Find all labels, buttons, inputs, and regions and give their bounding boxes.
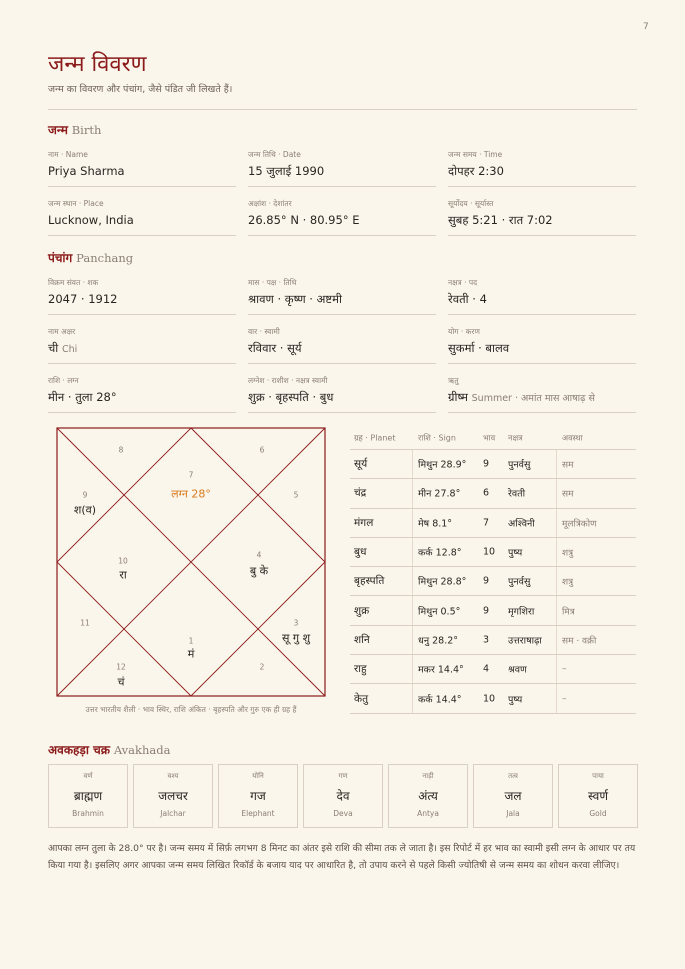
field-label: योग · करण xyxy=(448,327,480,336)
field-label: नाम · Name xyxy=(48,150,88,159)
cell-state: शत्रु xyxy=(562,577,574,588)
cell-state: – xyxy=(562,693,567,704)
cell-nakshatra: अश्विनी xyxy=(508,518,535,530)
cell-nakshatra: उत्तराषाढ़ा xyxy=(508,635,542,647)
field-label: मास · पक्ष · तिथि xyxy=(248,278,297,287)
table-row xyxy=(350,538,636,567)
cell-planet: शनि xyxy=(354,633,370,646)
avakhada-english: Gold xyxy=(589,809,607,818)
divider xyxy=(48,109,637,110)
birth-field-time xyxy=(448,150,636,187)
avakhada-english: Deva xyxy=(333,809,353,818)
header-sign: राशि · Sign xyxy=(418,433,456,443)
panchang-field-ritu xyxy=(448,376,636,413)
table-row xyxy=(350,509,636,538)
cell-house: 10 xyxy=(483,546,496,558)
avakhada-english: Jalchar xyxy=(160,809,186,818)
avakhada-english: Jala xyxy=(506,809,520,818)
cell-nakshatra: श्रवण xyxy=(508,664,527,676)
field-value-main: शुक्र · बृहस्पति · बुध xyxy=(248,390,334,404)
field-label: सूर्योदय · सूर्यास्त xyxy=(448,199,494,208)
house-planets: बु के xyxy=(249,564,269,578)
field-value-sub: Summer · अमांत मास आषाढ़ से xyxy=(471,393,595,404)
avakhada-card-vashya xyxy=(133,764,213,828)
house-planets: रा xyxy=(119,568,127,582)
section-title-en: Birth xyxy=(71,123,102,137)
cell-sign: धनु 28.2° xyxy=(418,635,459,647)
birth-field-coordinates xyxy=(248,199,436,236)
header-nakshatra: नक्षत्र xyxy=(508,433,523,443)
avakhada-card-paya xyxy=(558,764,638,828)
avakhada-card-yoni xyxy=(218,764,298,828)
avakhada-label: नाड़ी xyxy=(422,772,434,780)
house-number: 7 xyxy=(188,470,194,480)
cell-nakshatra: पुष्य xyxy=(508,694,523,706)
table-row xyxy=(350,626,636,655)
cell-sign: मेष 8.1° xyxy=(418,518,453,530)
cell-state: मित्र xyxy=(562,607,575,618)
field-value xyxy=(248,390,333,405)
cell-sign: कर्क 14.4° xyxy=(418,694,462,706)
avakhada-value: स्वर्ण xyxy=(587,789,609,803)
avakhada-value: जलचर xyxy=(158,789,188,803)
birth-field-date xyxy=(248,150,436,187)
field-value-main: ग्रीष्म xyxy=(448,390,468,404)
cell-nakshatra: पुष्य xyxy=(508,547,523,559)
cell-house: 4 xyxy=(483,663,490,675)
house-number: 11 xyxy=(80,618,90,628)
house-planets: मं xyxy=(187,647,195,661)
house-number: 9 xyxy=(82,490,88,500)
panchang-section-heading xyxy=(48,249,133,266)
avakhada-section-heading xyxy=(48,741,170,758)
cell-planet: मंगल xyxy=(354,516,374,529)
avakhada-card-gana xyxy=(303,764,383,828)
cell-sign: मीन 27.8° xyxy=(418,488,461,500)
field-value-main: 2047 · 1912 xyxy=(48,292,118,306)
birth-field-place xyxy=(48,199,236,236)
field-value xyxy=(248,341,302,356)
house-number: 3 xyxy=(293,618,299,628)
field-value xyxy=(448,341,509,356)
header-house: भाव xyxy=(483,433,496,443)
section-title-en: Panchang xyxy=(76,251,134,265)
section-title-hi: जन्म xyxy=(48,123,68,137)
chart-caption: उत्तर भारतीय शैली · भाव स्थिर, राशि अंकित · बृहस्पति और गुरु एक ही ग्रह हैं xyxy=(85,705,297,714)
field-label: विक्रम संवत · शक xyxy=(48,278,99,287)
avakhada-english: Brahmin xyxy=(72,809,104,818)
cell-planet: शुक्र xyxy=(354,604,370,617)
avakhada-value: अंत्य xyxy=(418,789,438,803)
cell-house: 3 xyxy=(483,634,490,646)
field-value-main: ची xyxy=(48,341,59,355)
field-label: लग्नेश · राशीश · नक्षत्र स्वामी xyxy=(248,376,328,385)
panchang-field-samvat xyxy=(48,278,236,315)
cell-house: 9 xyxy=(483,575,490,587)
field-label: राशि · लग्न xyxy=(48,376,79,385)
panchang-field-yoga xyxy=(448,327,636,364)
field-value-sub: Chi xyxy=(61,344,78,355)
house-number: 8 xyxy=(118,445,124,455)
avakhada-card-nadi xyxy=(388,764,468,828)
avakhada-label: वश्य xyxy=(167,772,179,780)
cell-sign: कर्क 12.8° xyxy=(418,547,462,559)
cell-state: शत्रु xyxy=(562,548,574,559)
panchang-field-lords xyxy=(248,376,436,413)
field-value-main: रेवती · 4 xyxy=(448,292,487,306)
panchang-field-name-letter xyxy=(48,327,236,364)
avakhada-value: ब्राह्मण xyxy=(73,789,103,803)
house-number: 1 xyxy=(188,636,194,646)
header-state: अवस्था xyxy=(562,433,583,443)
table-row xyxy=(350,684,636,713)
avakhada-value: देव xyxy=(336,789,350,803)
birth-section-heading xyxy=(48,121,101,138)
cell-state: सम · वक्री xyxy=(562,636,597,647)
avakhada-label: वर्ण xyxy=(83,772,93,780)
cell-state: सम xyxy=(562,460,574,471)
panchang-field-tithi xyxy=(248,278,436,315)
avakhada-english: Elephant xyxy=(241,809,275,818)
cell-house: 10 xyxy=(483,693,496,705)
table-row xyxy=(350,450,636,479)
field-value: दोपहर 2:30 xyxy=(448,164,504,178)
field-value-main: रविवार · सूर्य xyxy=(248,341,302,355)
section-title-hi: अवकहड़ा चक्र xyxy=(48,743,110,757)
field-label: नाम अक्षर xyxy=(48,327,76,336)
field-label: जन्म तिथि · Date xyxy=(248,150,301,159)
cell-nakshatra: रेवती xyxy=(508,488,526,500)
field-label: नक्षत्र · पद xyxy=(448,278,478,287)
panchang-field-nakshatra xyxy=(448,278,636,315)
cell-sign: मिथुन 28.8° xyxy=(418,576,467,588)
panchang-field-weekday xyxy=(248,327,436,364)
cell-planet: केतु xyxy=(354,692,369,705)
house-number: 4 xyxy=(256,550,262,560)
cell-nakshatra: पुनर्वसु xyxy=(508,576,531,588)
house-number: 10 xyxy=(118,556,128,566)
field-value: सुबह 5:21 · रात 7:02 xyxy=(448,213,553,227)
field-value: 15 जुलाई 1990 xyxy=(248,164,325,178)
avakhada-label: गण xyxy=(338,772,348,780)
cell-sign: मिथुन 0.5° xyxy=(418,606,461,618)
field-label: जन्म समय · Time xyxy=(448,150,503,159)
field-value xyxy=(448,292,487,307)
avakhada-label: योनि xyxy=(252,772,264,780)
field-label: वार · स्वामी xyxy=(248,327,280,336)
cell-planet: बृहस्पति xyxy=(354,575,385,588)
field-value: 26.85° N · 80.95° E xyxy=(248,213,360,227)
table-header xyxy=(350,427,636,450)
house-number: 12 xyxy=(116,662,126,672)
cell-sign: मकर 14.4° xyxy=(418,664,464,676)
cell-planet: राहु xyxy=(354,663,367,676)
lagna-label: लग्न 28° xyxy=(171,487,211,501)
page-subtitle: जन्म का विवरण और पंचांग, जैसे पंडित जी लिखते हैं। xyxy=(48,84,233,95)
cell-planet: सूर्य xyxy=(354,458,368,471)
avakhada-value: गज xyxy=(250,789,266,803)
field-value: Priya Sharma xyxy=(48,164,125,178)
house-planets: सू गु शु xyxy=(281,631,311,645)
cell-house: 9 xyxy=(483,605,490,617)
field-value xyxy=(448,390,595,405)
field-value xyxy=(48,390,117,405)
page-number: 7 xyxy=(643,22,649,32)
planet-table xyxy=(350,427,636,714)
table-row xyxy=(350,567,636,596)
table-row xyxy=(350,479,636,508)
field-label: अक्षांश · देशांतर xyxy=(248,199,292,208)
birth-field-sunrise-sunset xyxy=(448,199,636,236)
field-label: जन्म स्थान · Place xyxy=(48,199,104,208)
house-planets: चं xyxy=(117,675,125,689)
cell-house: 7 xyxy=(483,517,490,529)
house-number: 6 xyxy=(259,445,265,455)
header-planet: ग्रह · Planet xyxy=(354,433,396,443)
section-title-hi: पंचांग xyxy=(48,251,73,265)
panchang-field-rashi xyxy=(48,376,236,413)
field-value-main: श्रावण · कृष्ण · अष्टमी xyxy=(248,292,342,306)
house-planets: श(व) xyxy=(73,503,97,517)
field-value xyxy=(248,292,342,307)
table-row xyxy=(350,655,636,684)
field-label: ऋतु xyxy=(448,376,459,385)
avakhada-value: जल xyxy=(504,789,522,803)
cell-state: सम xyxy=(562,489,574,500)
field-value-main: सुकर्मा · बालव xyxy=(448,341,510,355)
table-row xyxy=(350,596,636,625)
section-title-en: Avakhada xyxy=(113,743,171,757)
avakhada-card-tatva xyxy=(473,764,553,828)
cell-house: 6 xyxy=(483,487,490,499)
house-number: 2 xyxy=(259,662,265,672)
cell-nakshatra: मृगशिरा xyxy=(508,606,535,618)
cell-nakshatra: पुनर्वसु xyxy=(508,459,531,471)
kundali-chart xyxy=(56,427,326,697)
cell-state: मूलत्रिकोण xyxy=(562,519,597,530)
birth-field-name xyxy=(48,150,236,187)
house-number: 5 xyxy=(293,490,299,500)
cell-state: – xyxy=(562,664,567,675)
avakhada-card-varna xyxy=(48,764,128,828)
avakhada-label: पाया xyxy=(592,772,604,780)
cell-planet: बुध xyxy=(354,546,367,559)
lagna-note: आपका लग्न तुला के 28.0° पर है। जन्म समय में सिर्फ़ लगभग 8 मिनट का अंतर इसे राशि की सीमा तक ले जाता है। इस रिपोर्ट में हर भाव का स्वामी इसी लग्न के आधार पर तय किया गया है। इसलिए अगर आपका जन्म समय लिखित रिकॉर्ड के बजाय याद पर आधारित है, तो उपाय करने से पहले किसी ज्योतिषी से जन्म समय का शोधन करवा लीजिए। xyxy=(48,843,636,871)
field-value xyxy=(48,341,77,356)
field-value-main: मीन · तुला 28° xyxy=(48,390,117,404)
cell-sign: मिथुन 28.9° xyxy=(418,459,467,471)
cell-planet: चंद्र xyxy=(354,487,367,500)
cell-house: 9 xyxy=(483,458,490,470)
avakhada-label: तत्व xyxy=(508,772,518,780)
avakhada-english: Antya xyxy=(417,809,439,818)
field-value: Lucknow, India xyxy=(48,213,134,227)
field-value xyxy=(48,292,118,306)
page-title: जन्म विवरण xyxy=(48,52,147,77)
